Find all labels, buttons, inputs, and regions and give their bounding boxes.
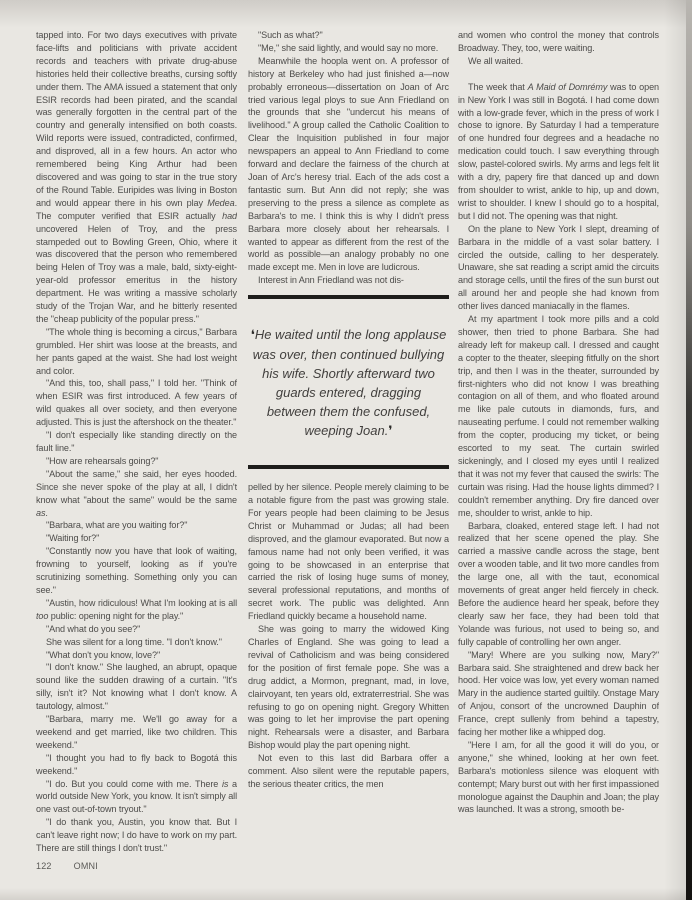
page-right-edge-soft-shadow <box>664 0 686 900</box>
paragraph: "Constantly now you have that look of waiting, frowning to yourself, looking as if you're scrutinizing something. Something only you can see." <box>36 546 237 595</box>
paragraph: She was going to marry the widowed King Charles of England. She was going to lead a revival of Catholicism and was being considered for the position of first female pope. She was a drug addict, a Mormon, pregnant, mad, in love, clairvoyant, ten years old, extraterrestrial. She was refusing to go on opening night. Gregory Whitten was going to let her improvise the part opening night. Rehearsals were a disaster, and Barbara Bishop would play the part opening night. <box>248 624 449 751</box>
magazine-title: OMNI <box>73 861 98 871</box>
paragraph: We all waited. <box>468 55 524 66</box>
paragraph: and women who control the money that controls Broadway. They, too, were waiting. <box>458 30 659 53</box>
paragraph: "How are rehearsals going?" <box>46 455 159 466</box>
paragraph: Meanwhile the hoopla went on. A professor of history at Berkeley who had just finished a—now probably erroneous—dissertation on Joan of Arc tried various legal ploys to sue Ann Friedland on the grounds that she "undercut his means of livelihood." A group called the Catholic Coalition to Clear the Inquisition published in four major newspapers an appeal to Ann Friedland to come forward and declare the fairness of the church at Joan of Arc's heresy trial. Each of the ads cost a fantastic sum. But Ann did not reply; she was preserving to the press a silence as complete as Barbara's to me. I think this is why I didn't press Barbara more closely about her rehearsals. I wanted to appear as different from the rest of the world as possible—an analogy probably no one made except me. Men in love are ludicrous. <box>248 55 449 273</box>
paragraph: "I don't especially like standing directly on the fault line." <box>36 430 237 453</box>
open-quote-ornament-icon: ❛ <box>250 328 255 344</box>
paragraph: "Austin, how ridiculous! What I'm looking at is all too public: opening night for the play." <box>36 597 237 621</box>
paragraph: "Barbara, marry me. We'll go away for a weekend and get married, like two children. This weekend." <box>36 714 237 750</box>
paragraph: "The whole thing is becoming a circus," Barbara grumbled. Her shirt was loose at the breasts, and her pants gaped at the waist. She had lost weight and color. <box>36 326 237 376</box>
paragraph: "What don't you know, love?" <box>46 649 161 660</box>
close-quote-ornament-icon: ❜ <box>388 424 393 440</box>
paragraph: At my apartment I took more pills and a cold shower, then tried to phone Barbara. She had already left for makeup call. I dressed and caught a copter to the theater, sleeping fitfully on the short trip, and then I was in the theater, surrounded by first-nighters who did not know I was breathing contagion on all of them, and who floated around me like pale cutouts in diamonds, furs, and nauseating perfume. I could not remember walking from the copter, producing my ticket, or being escorted to my seat. The curtain swirled sickeningly, and I closed my eyes until I realized that it was not my fever that caused the swirls: The curtain was rising. Had the house lights dimmed? I couldn't remember anything. Dry fire danced over me, shoulder to wrist, ankle to hip. <box>458 314 659 518</box>
page-right-edge-shadow <box>686 0 692 900</box>
column-middle-upper-text <box>248 29 449 287</box>
paragraph: "Here I am, for all the good it will do you, or anyone," she whined, looking at her own feet. Barbara's motionless silence was eloquent with contempt; Mary burst out with her first impassioned monologue against the Dauphin and Joan; the play was launched. It was a strong, smooth be- <box>458 739 659 815</box>
paragraph: "About the same," she said, her eyes hooded. Since she never spoke of the play at all, I didn't know what "about the same" would be the same as. <box>36 468 237 518</box>
pull-quote-rule-bottom <box>248 465 449 469</box>
paragraph: pelled by her silence. People merely claiming to be a notable figure from the past was growing stale. For years people had been claiming to be Jesus Christ or Muhammad or Judas; all had been disproved, and the glamour evaporated. But now a famous name had not only been verified, it was going to be showcased in an enterprise that carried the risk of losing huge sums of money, several professional reputations, and months of secret work. The public was delighted. Ann Friedland quickly became a household name. <box>248 482 449 622</box>
paragraph: "And this, too, shall pass," I told her. "Think of when ESIR was first introduced. A few years of wild quakes all over society, and then everyone adjusted. This is just the aftershock on the theater." <box>36 378 237 428</box>
pull-quote <box>250 325 447 441</box>
paragraph: "Barbara, what are you waiting for?" <box>46 520 188 531</box>
paragraph: tapped into. For two days executives with private face-lifts and politicians with private accident records and teachers with private drug-abuse histories held their collective breaths, cursing softly under them. The AMA issued a statement that only ESIR records had been pirated, and the scandal was generally forgotten in the central part of the country and generally intensified on both coasts. Wild reports were issued, contradicted, confirmed, and disproved, all in a few hours. An actor who remembered being King Arthur had been discovered and was going to star in the true story of the Round Table. Euripides was living in Boston and would appear there in his own play Medea. The computer verified that ESIR actually had uncovered Helen of Troy, and the press stampeded out to Bowling Green, Ohio, where it was discovered that the person who remembered being Helen of Troy was a male, bald, sixty-eight-year-old professor emeritus in the history department. He was writing a massive scholarly study of the Trojan War, and he bitterly resented the "cheap publicity of the popular press." <box>36 30 237 324</box>
paragraph: "I thought you had to fly back to Bogotá this weekend." <box>36 752 237 776</box>
paragraph: "Me," she said lightly, and would say no more. <box>258 42 439 53</box>
pull-quote-text: He waited until the long applause was over, then continued bullying his wife. Shortly afterward two guards entered, dragging between them the confused, weeping Joan. <box>252 327 447 439</box>
page-footer <box>36 861 98 871</box>
paragraph: "Mary! Where are you sulking now, Mary?" Barbara said. She straightened and drew back her hood. Her voice was low, yet every woman named Mary in the audience started guiltily. Onstage Mary of Anjou, consort of the uncrowned Dauphin of France, crept sullenly from behind a tapestry, facing her mother like a whipped dog. <box>458 649 659 738</box>
column-middle-lower-text <box>248 481 449 791</box>
paragraph: "I don't know." She laughed, an abrupt, opaque sound like the sudden drawing of a curtain. "It's silly, isn't it? Not knowing what I don't know. A tautology, almost." <box>36 662 237 712</box>
paragraph: Not even to this last did Barbara offer a comment. Also silent were the reputable papers, the serious theater critics, the men <box>248 753 449 789</box>
pull-quote-rule-top <box>248 295 449 299</box>
paragraph: Barbara, cloaked, entered stage left. I had not realized that her scene opened the play. She carried a massive candle across the stage, bent over a wooden table, and lit two more candles from the large one, all with the taut, economical movements of great anger held fiercely in check. Before the audience heard her speak, before they clearly saw her face, they had been told that Yolande was furious, not used to being so, and fully capable of controlling her own anger. <box>458 520 659 647</box>
paragraph: "I do. But you could come with me. There is a world outside New York, you know. It isn't simply all one vast out-of-town tryout." <box>36 778 237 815</box>
paragraph: "Waiting for?" <box>46 533 100 544</box>
paragraph: "Such as what?" <box>258 30 323 40</box>
paragraph: On the plane to New York I slept, dreaming of Barbara in the middle of a vast solar battery. I circled the outside, calling to her desperately. Unaware, she sat reading a script amid the circuits and storage cells, until the fires of the sun burst out all around her and people she had known from other lives danced maniacally in the flames. <box>458 223 659 312</box>
text-column-left <box>36 29 237 857</box>
page-top-edge-shading <box>0 0 692 28</box>
page-number: 122 <box>36 861 52 871</box>
paragraph: Interest in Ann Friedland was not dis- <box>258 275 404 286</box>
page-bottom-edge-shading <box>0 888 692 900</box>
text-column-right <box>458 29 659 885</box>
paragraph: She was silent for a long time. "I don't know." <box>46 636 222 647</box>
paragraph: "And what do you see?" <box>46 623 141 634</box>
paragraph: The week that A Maid of Domrémy was to open in New York I was still in Bogotá. I had come down with a low-grade fever, which in the press of work I chose to ignore. By Saturday I had a temperature of one hundred four degrees and a headache no medication could touch. I saw everything through slow, pastel-colored swirls. My arms and legs felt lit with a dry, papery fire that danced up and down from shoulder to wrist, ankle to hip, up and down, wrist to shoulder. I knew I should go to a hospital, but I did not. The opening was that night. <box>458 81 659 221</box>
paragraph: "I do thank you, Austin, you know that. But I can't leave right now; I do have to work on my part. There are still things I don't trust." <box>36 817 237 854</box>
text-column-middle <box>248 29 449 879</box>
